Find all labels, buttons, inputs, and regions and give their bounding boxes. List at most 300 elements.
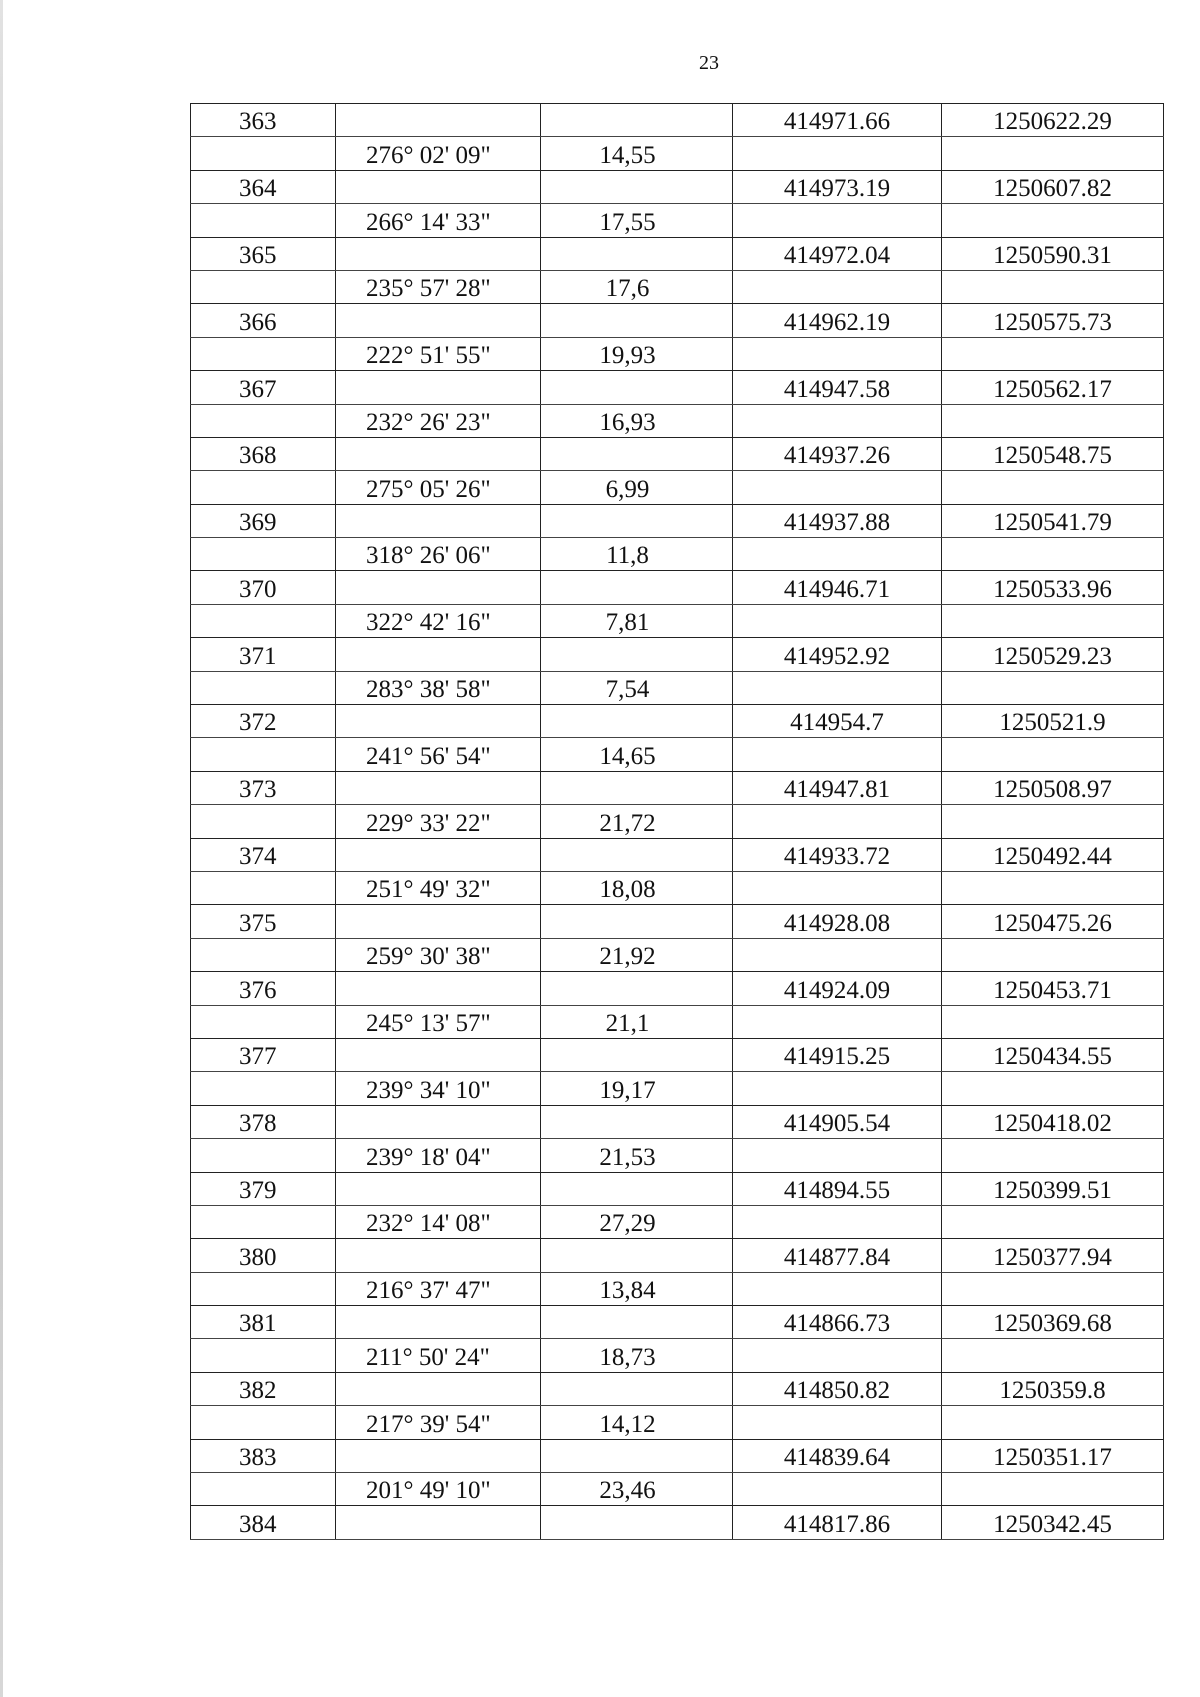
point-number-cell	[191, 1473, 336, 1506]
segment-row	[191, 1272, 1164, 1305]
direction-angle-value: 318° 26' 06"	[366, 542, 491, 570]
distance-cell	[541, 1105, 733, 1138]
distance-cell	[541, 771, 733, 804]
point-number-cell	[191, 738, 336, 771]
direction-angle-cell	[336, 204, 541, 237]
direction-angle-cell	[336, 1272, 541, 1305]
direction-angle-cell	[336, 104, 541, 137]
x-coordinate-cell	[733, 1339, 942, 1372]
distance-cell	[541, 1272, 733, 1305]
direction-angle-cell	[336, 1172, 541, 1205]
direction-angle-cell	[336, 838, 541, 871]
x-coordinate-value: 414952.92	[783, 642, 891, 670]
y-coordinate-value: 1250521.9	[999, 709, 1106, 737]
direction-angle-cell	[336, 1339, 541, 1372]
point-number-value: 374	[239, 842, 277, 870]
x-coordinate-cell	[733, 1272, 942, 1305]
x-coordinate-value: 414971.66	[783, 108, 891, 136]
y-coordinate-cell	[942, 504, 1164, 537]
distance-cell	[541, 1038, 733, 1071]
distance-cell	[541, 538, 733, 571]
point-row	[191, 838, 1164, 871]
point-number-cell	[191, 1239, 336, 1272]
point-number-value: 381	[239, 1310, 277, 1338]
direction-angle-cell	[336, 170, 541, 203]
segment-row	[191, 671, 1164, 704]
x-coordinate-cell	[733, 538, 942, 571]
y-coordinate-value: 1250475.26	[993, 909, 1112, 937]
segment-row	[191, 1072, 1164, 1105]
point-number-cell	[191, 304, 336, 337]
direction-angle-value: 239° 18' 04"	[366, 1143, 491, 1171]
direction-angle-cell	[336, 604, 541, 637]
y-coordinate-cell	[942, 871, 1164, 904]
point-number-value: 366	[239, 308, 277, 336]
point-number-cell	[191, 1272, 336, 1305]
distance-cell	[541, 871, 733, 904]
x-coordinate-value: 414817.86	[783, 1510, 891, 1538]
distance-value: 19,17	[599, 1076, 656, 1104]
point-number-value: 383	[239, 1444, 277, 1472]
x-coordinate-cell	[733, 1038, 942, 1071]
point-number-cell	[191, 1306, 336, 1339]
x-coordinate-cell	[733, 638, 942, 671]
distance-value: 14,12	[599, 1410, 656, 1438]
distance-cell	[541, 1339, 733, 1372]
direction-angle-value: 275° 05' 26"	[366, 475, 491, 503]
x-coordinate-cell	[733, 1005, 942, 1038]
distance-cell	[541, 805, 733, 838]
point-number-cell	[191, 1005, 336, 1038]
point-row	[191, 371, 1164, 404]
point-number-cell	[191, 270, 336, 303]
y-coordinate-value: 1250418.02	[993, 1110, 1112, 1138]
distance-cell	[541, 337, 733, 370]
point-number-value: 380	[239, 1243, 277, 1271]
point-row	[191, 237, 1164, 270]
point-row	[191, 437, 1164, 470]
x-coordinate-cell	[733, 137, 942, 170]
point-number-cell	[191, 771, 336, 804]
segment-row	[191, 738, 1164, 771]
distance-cell	[541, 604, 733, 637]
x-coordinate-cell	[733, 371, 942, 404]
distance-cell	[541, 938, 733, 971]
direction-angle-cell	[336, 771, 541, 804]
direction-angle-cell	[336, 471, 541, 504]
y-coordinate-cell	[942, 404, 1164, 437]
y-coordinate-cell	[942, 437, 1164, 470]
distance-cell	[541, 104, 733, 137]
point-number-cell	[191, 671, 336, 704]
point-number-cell	[191, 104, 336, 137]
distance-value: 7,81	[605, 609, 650, 637]
distance-cell	[541, 304, 733, 337]
point-number-value: 372	[239, 709, 277, 737]
distance-cell	[541, 1172, 733, 1205]
point-number-cell	[191, 938, 336, 971]
x-coordinate-value: 414933.72	[783, 842, 891, 870]
x-coordinate-cell	[733, 972, 942, 1005]
point-row	[191, 905, 1164, 938]
y-coordinate-value: 1250342.45	[993, 1510, 1112, 1538]
x-coordinate-cell	[733, 437, 942, 470]
x-coordinate-value: 414946.71	[783, 575, 891, 603]
x-coordinate-cell	[733, 1506, 942, 1539]
x-coordinate-cell	[733, 705, 942, 738]
distance-cell	[541, 671, 733, 704]
x-coordinate-cell	[733, 905, 942, 938]
direction-angle-cell	[336, 805, 541, 838]
y-coordinate-cell	[942, 571, 1164, 604]
y-coordinate-cell	[942, 1372, 1164, 1405]
direction-angle-value: 211° 50' 24"	[366, 1343, 490, 1371]
distance-cell	[541, 437, 733, 470]
distance-value: 17,55	[599, 208, 656, 236]
direction-angle-cell	[336, 1439, 541, 1472]
point-number-cell	[191, 1506, 336, 1539]
distance-cell	[541, 1205, 733, 1238]
direction-angle-value: 276° 02' 09"	[366, 141, 491, 169]
y-coordinate-cell	[942, 1239, 1164, 1272]
distance-cell	[541, 1473, 733, 1506]
point-number-cell	[191, 471, 336, 504]
y-coordinate-cell	[942, 838, 1164, 871]
point-row	[191, 1239, 1164, 1272]
segment-row	[191, 538, 1164, 571]
direction-angle-value: 239° 34' 10"	[366, 1076, 491, 1104]
distance-cell	[541, 471, 733, 504]
direction-angle-cell	[336, 905, 541, 938]
scan-edge-shadow	[0, 0, 3, 1697]
x-coordinate-cell	[733, 237, 942, 270]
point-number-value: 370	[239, 575, 277, 603]
distance-value: 21,92	[599, 943, 656, 971]
direction-angle-cell	[336, 1372, 541, 1405]
y-coordinate-cell	[942, 1072, 1164, 1105]
direction-angle-cell	[336, 671, 541, 704]
y-coordinate-value: 1250351.17	[993, 1444, 1112, 1472]
segment-row	[191, 805, 1164, 838]
x-coordinate-value: 414850.82	[783, 1377, 891, 1405]
y-coordinate-cell	[942, 1005, 1164, 1038]
point-row	[191, 170, 1164, 203]
segment-row	[191, 404, 1164, 437]
segment-row	[191, 1005, 1164, 1038]
direction-angle-cell	[336, 504, 541, 537]
direction-angle-cell	[336, 1205, 541, 1238]
direction-angle-cell	[336, 304, 541, 337]
x-coordinate-cell	[733, 1205, 942, 1238]
distance-cell	[541, 972, 733, 1005]
x-coordinate-value: 414947.81	[783, 776, 891, 804]
x-coordinate-value: 414924.09	[783, 976, 891, 1004]
segment-row	[191, 938, 1164, 971]
y-coordinate-cell	[942, 1439, 1164, 1472]
point-row	[191, 1372, 1164, 1405]
direction-angle-cell	[336, 1005, 541, 1038]
distance-cell	[541, 1239, 733, 1272]
distance-cell	[541, 1072, 733, 1105]
x-coordinate-cell	[733, 938, 942, 971]
direction-angle-value: 216° 37' 47"	[366, 1277, 491, 1305]
y-coordinate-cell	[942, 604, 1164, 637]
distance-cell	[541, 404, 733, 437]
point-row	[191, 304, 1164, 337]
y-coordinate-cell	[942, 638, 1164, 671]
point-number-cell	[191, 805, 336, 838]
y-coordinate-cell	[942, 738, 1164, 771]
distance-value: 16,93	[599, 408, 656, 436]
point-number-cell	[191, 1072, 336, 1105]
x-coordinate-cell	[733, 304, 942, 337]
distance-cell	[541, 170, 733, 203]
segment-row	[191, 1139, 1164, 1172]
direction-angle-cell	[336, 137, 541, 170]
distance-value: 18,73	[599, 1343, 656, 1371]
point-row	[191, 972, 1164, 1005]
y-coordinate-cell	[942, 1205, 1164, 1238]
segment-row	[191, 604, 1164, 637]
y-coordinate-cell	[942, 1473, 1164, 1506]
segment-row	[191, 1406, 1164, 1439]
coordinates-table-body	[191, 104, 1164, 1540]
distance-value: 13,84	[599, 1277, 656, 1305]
y-coordinate-value: 1250590.31	[993, 241, 1112, 269]
point-number-cell	[191, 538, 336, 571]
point-row	[191, 104, 1164, 137]
distance-cell	[541, 237, 733, 270]
direction-angle-cell	[336, 270, 541, 303]
y-coordinate-cell	[942, 1306, 1164, 1339]
direction-angle-cell	[336, 738, 541, 771]
distance-cell	[541, 204, 733, 237]
x-coordinate-cell	[733, 671, 942, 704]
x-coordinate-cell	[733, 1306, 942, 1339]
y-coordinate-cell	[942, 137, 1164, 170]
point-number-value: 369	[239, 509, 277, 537]
y-coordinate-value: 1250369.68	[993, 1310, 1112, 1338]
x-coordinate-value: 414877.84	[783, 1243, 891, 1271]
coordinates-table	[190, 103, 1164, 1540]
distance-value: 11,8	[606, 542, 649, 570]
direction-angle-cell	[336, 1473, 541, 1506]
distance-cell	[541, 504, 733, 537]
point-number-cell	[191, 1339, 336, 1372]
direction-angle-cell	[336, 638, 541, 671]
x-coordinate-cell	[733, 1372, 942, 1405]
direction-angle-cell	[336, 972, 541, 1005]
x-coordinate-value: 414972.04	[783, 241, 891, 269]
direction-angle-value: 322° 42' 16"	[366, 609, 491, 637]
x-coordinate-cell	[733, 1139, 942, 1172]
y-coordinate-value: 1250359.8	[999, 1377, 1106, 1405]
x-coordinate-cell	[733, 871, 942, 904]
y-coordinate-cell	[942, 1139, 1164, 1172]
point-number-cell	[191, 437, 336, 470]
point-number-value: 377	[239, 1043, 277, 1071]
distance-value: 14,65	[599, 742, 656, 770]
x-coordinate-cell	[733, 1473, 942, 1506]
y-coordinate-cell	[942, 471, 1164, 504]
distance-cell	[541, 371, 733, 404]
direction-angle-cell	[336, 237, 541, 270]
point-number-cell	[191, 337, 336, 370]
distance-cell	[541, 1306, 733, 1339]
direction-angle-value: 266° 14' 33"	[366, 208, 491, 236]
y-coordinate-cell	[942, 1172, 1164, 1205]
direction-angle-value: 251° 49' 32"	[366, 876, 491, 904]
x-coordinate-value: 414866.73	[783, 1310, 891, 1338]
point-row	[191, 1038, 1164, 1071]
direction-angle-cell	[336, 371, 541, 404]
direction-angle-cell	[336, 1139, 541, 1172]
direction-angle-value: 201° 49' 10"	[366, 1477, 491, 1505]
point-number-value: 378	[239, 1110, 277, 1138]
x-coordinate-cell	[733, 805, 942, 838]
point-row	[191, 1439, 1164, 1472]
x-coordinate-value: 414915.25	[783, 1043, 891, 1071]
segment-row	[191, 1339, 1164, 1372]
x-coordinate-cell	[733, 404, 942, 437]
point-number-value: 371	[239, 642, 277, 670]
direction-angle-value: 259° 30' 38"	[366, 943, 491, 971]
y-coordinate-cell	[942, 204, 1164, 237]
point-number-value: 384	[239, 1510, 277, 1538]
y-coordinate-cell	[942, 972, 1164, 1005]
distance-value: 17,6	[605, 275, 650, 303]
point-number-cell	[191, 1205, 336, 1238]
distance-cell	[541, 137, 733, 170]
y-coordinate-cell	[942, 237, 1164, 270]
y-coordinate-value: 1250508.97	[993, 776, 1112, 804]
x-coordinate-value: 414973.19	[783, 175, 891, 203]
segment-row	[191, 204, 1164, 237]
point-row	[191, 1105, 1164, 1138]
direction-angle-value: 245° 13' 57"	[366, 1009, 491, 1037]
x-coordinate-value: 414954.7	[790, 709, 884, 737]
direction-angle-value: 232° 26' 23"	[366, 408, 491, 436]
point-number-cell	[191, 504, 336, 537]
segment-row	[191, 1473, 1164, 1506]
segment-row	[191, 137, 1164, 170]
distance-cell	[541, 738, 733, 771]
point-number-cell	[191, 1172, 336, 1205]
direction-angle-value: 222° 51' 55"	[366, 342, 491, 370]
distance-value: 18,08	[599, 876, 656, 904]
direction-angle-value: 229° 33' 22"	[366, 809, 491, 837]
x-coordinate-value: 414947.58	[783, 375, 891, 403]
x-coordinate-cell	[733, 204, 942, 237]
point-number-cell	[191, 972, 336, 1005]
y-coordinate-cell	[942, 771, 1164, 804]
x-coordinate-cell	[733, 504, 942, 537]
distance-cell	[541, 1506, 733, 1539]
point-number-value: 363	[239, 108, 277, 136]
y-coordinate-value: 1250377.94	[993, 1243, 1112, 1271]
direction-angle-value: 217° 39' 54"	[366, 1410, 491, 1438]
x-coordinate-value: 414928.08	[783, 909, 891, 937]
y-coordinate-cell	[942, 1105, 1164, 1138]
direction-angle-cell	[336, 1306, 541, 1339]
distance-value: 21,53	[599, 1143, 656, 1171]
y-coordinate-cell	[942, 671, 1164, 704]
point-number-cell	[191, 204, 336, 237]
point-number-cell	[191, 838, 336, 871]
point-number-cell	[191, 237, 336, 270]
point-number-value: 375	[239, 909, 277, 937]
point-number-value: 376	[239, 976, 277, 1004]
y-coordinate-cell	[942, 304, 1164, 337]
distance-value: 21,1	[605, 1009, 650, 1037]
point-number-value: 368	[239, 442, 277, 470]
y-coordinate-value: 1250492.44	[993, 842, 1112, 870]
x-coordinate-cell	[733, 1239, 942, 1272]
point-number-value: 373	[239, 776, 277, 804]
point-number-cell	[191, 604, 336, 637]
y-coordinate-cell	[942, 1406, 1164, 1439]
point-row	[191, 1306, 1164, 1339]
point-number-cell	[191, 404, 336, 437]
x-coordinate-cell	[733, 1406, 942, 1439]
y-coordinate-value: 1250453.71	[993, 976, 1112, 1004]
distance-cell	[541, 1005, 733, 1038]
x-coordinate-cell	[733, 270, 942, 303]
point-number-value: 365	[239, 241, 277, 269]
point-row	[191, 1172, 1164, 1205]
x-coordinate-cell	[733, 1072, 942, 1105]
y-coordinate-cell	[942, 538, 1164, 571]
point-number-cell	[191, 1038, 336, 1071]
point-number-cell	[191, 571, 336, 604]
x-coordinate-cell	[733, 838, 942, 871]
x-coordinate-cell	[733, 170, 942, 203]
y-coordinate-value: 1250434.55	[993, 1043, 1112, 1071]
direction-angle-cell	[336, 538, 541, 571]
y-coordinate-cell	[942, 1339, 1164, 1372]
point-number-value: 367	[239, 375, 277, 403]
direction-angle-cell	[336, 1239, 541, 1272]
x-coordinate-value: 414937.88	[783, 509, 891, 537]
y-coordinate-value: 1250607.82	[993, 175, 1112, 203]
point-number-cell	[191, 871, 336, 904]
point-number-cell	[191, 1372, 336, 1405]
point-number-cell	[191, 170, 336, 203]
x-coordinate-cell	[733, 1105, 942, 1138]
y-coordinate-value: 1250548.75	[993, 442, 1112, 470]
x-coordinate-cell	[733, 1172, 942, 1205]
x-coordinate-cell	[733, 104, 942, 137]
segment-row	[191, 337, 1164, 370]
y-coordinate-cell	[942, 371, 1164, 404]
distance-value: 19,93	[599, 342, 656, 370]
point-number-cell	[191, 638, 336, 671]
x-coordinate-value: 414962.19	[783, 308, 891, 336]
distance-value: 6,99	[605, 475, 650, 503]
direction-angle-cell	[336, 938, 541, 971]
point-number-cell	[191, 137, 336, 170]
point-row	[191, 705, 1164, 738]
point-number-cell	[191, 371, 336, 404]
direction-angle-cell	[336, 437, 541, 470]
distance-cell	[541, 638, 733, 671]
distance-cell	[541, 1372, 733, 1405]
direction-angle-value: 232° 14' 08"	[366, 1210, 491, 1238]
point-row	[191, 638, 1164, 671]
direction-angle-cell	[336, 871, 541, 904]
x-coordinate-value: 414937.26	[783, 442, 891, 470]
y-coordinate-cell	[942, 104, 1164, 137]
